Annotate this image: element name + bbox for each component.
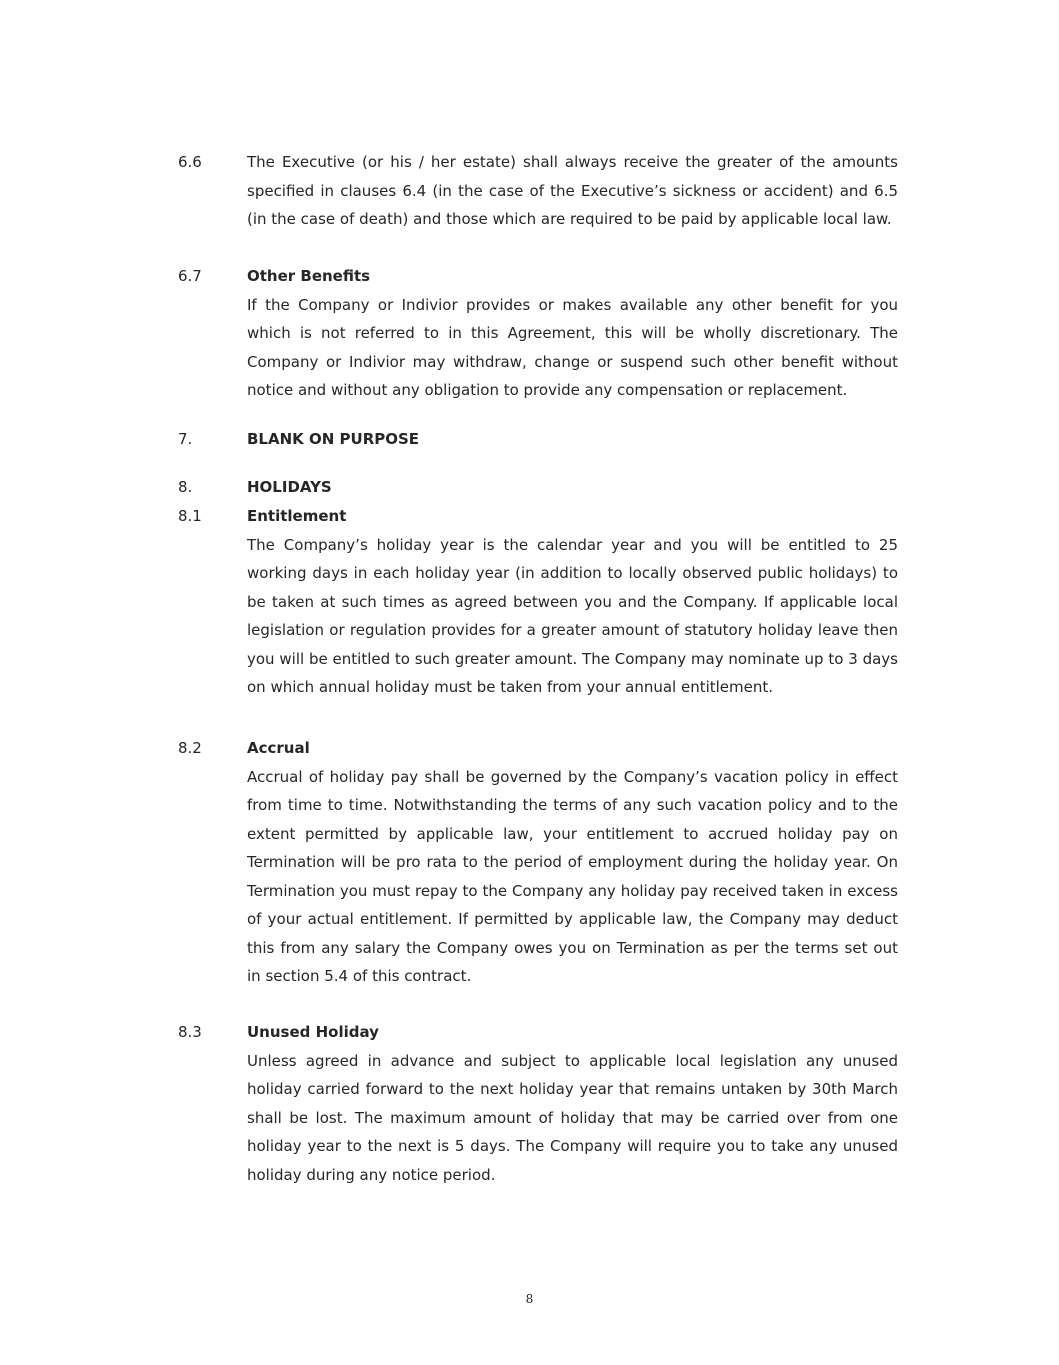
clause-heading: Other Benefits [247,267,371,285]
clause-text: Unless agreed in advance and subject to applicable local legislation any unused holiday carried forward to the next holiday year that remains untaken by 30th March shall be lost. The maximum amount of holiday that may be carried over from one holiday year to the next is 5 days. The Company will require you to take any unused holiday during any notice period. [247,1051,898,1184]
clause-number: 8.3 [178,1023,202,1041]
clause-body [247,148,898,234]
clause-body [247,1018,898,1189]
clause-body [247,473,898,502]
clause-body [247,502,898,702]
clause-heading: Entitlement [247,507,347,525]
clause-text: Accrual of holiday pay shall be governed by the Company’s vacation policy in effect from time to time. Notwithstanding the terms of any such vacation policy and to the extent permitted by applicable law, your entitlement to accrued holiday pay on Termination will be pro rata to the period of employment during the holiday year. On Termination you must repay to the Company any holiday pay received taken in excess of your actual entitlement. If permitted by applicable law, the Company may deduct this from any salary the Company owes you on Termination as per the terms set out in section 5.4 of this contract. [247,767,898,985]
clause-text: The Company’s holiday year is the calendar year and you will be entitled to 25 working days in each holiday year (in addition to locally observed public holidays) to be taken at such times as agreed between you and the Company. If applicable local legislation or regulation provides for a greater amount of statutory holiday leave then you will be entitled to such greater amount. The Company may nominate up to 3 days on which annual holiday must be taken from your annual entitlement. [247,535,898,696]
clause-number: 6.7 [178,267,202,285]
clause-text: The Executive (or his / her estate) shall always receive the greater of the amounts specified in clauses 6.4 (in the case of the Executive’s sickness or accident) and 6.5 (in the case of death) and those which are required to be paid by applicable local law. [247,153,898,228]
clause-body [247,734,898,991]
page-number: 8 [525,1292,534,1306]
clause-number: 8.2 [178,739,202,757]
clause-body [247,262,898,405]
section-heading: HOLIDAYS [247,478,332,496]
clause-number: 7. [178,430,193,448]
clause-body [247,425,898,454]
clause-text: If the Company or Indivior provides or makes available any other benefit for you which is not referred to in this Agreement, this will be wholly discretionary. The Company or Indivior may withdraw, change or suspend such other benefit without notice and without any obligation to provide any compensation or replacement. [247,295,898,399]
clause-number: 8. [178,478,193,496]
clause-heading: Unused Holiday [247,1023,379,1041]
clause-number: 6.6 [178,153,202,171]
section-heading: BLANK ON PURPOSE [247,430,420,448]
clause-number: 8.1 [178,507,202,525]
clause-heading: Accrual [247,739,310,757]
